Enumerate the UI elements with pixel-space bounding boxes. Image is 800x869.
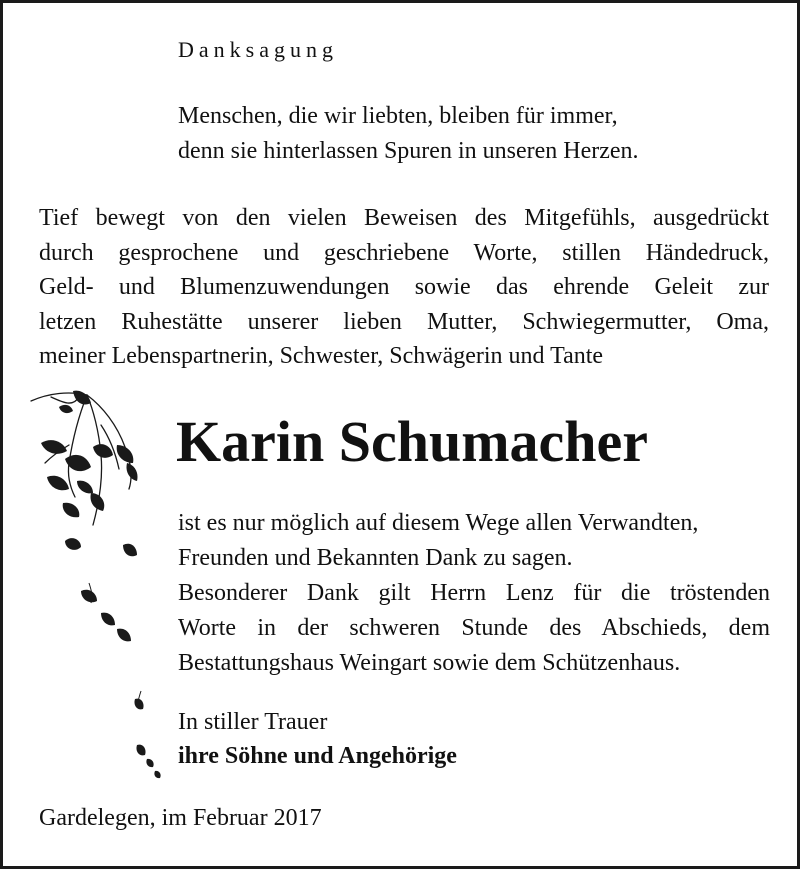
paragraph-line: Freunden und Bekannten Dank zu sagen.: [178, 545, 573, 571]
thanks-paragraph: [178, 506, 770, 681]
quote-line: denn sie hinterlassen Spuren in unseren Herzen.: [178, 138, 639, 164]
paragraph-line: durch gesprochene und geschriebene Worte, stillen Händedruck,: [39, 239, 769, 266]
quote-line: Menschen, die wir liebten, bleiben für immer,: [178, 103, 618, 129]
paragraph-line: Worte in der schweren Stunde des Abschieds, dem: [178, 615, 770, 641]
place-date: Gardelegen, im Februar 2017: [39, 805, 322, 831]
paragraph-line: Besonderer Dank gilt Herrn Lenz für die tröstenden: [178, 580, 770, 606]
memorial-quote: [178, 99, 639, 169]
birch-branch-illustration: [29, 385, 175, 785]
paragraph-line: ist es nur möglich auf diesem Wege allen Verwandten,: [178, 510, 699, 536]
mourners-line: ihre Söhne und Angehörige: [178, 743, 457, 769]
notice-heading: Danksagung: [178, 37, 338, 62]
paragraph-line: Bestattungshaus Weingart sowie dem Schützenhaus.: [178, 650, 681, 676]
signature-block: [178, 705, 457, 773]
gratitude-paragraph: [39, 201, 769, 374]
paragraph-line: Geld- und Blumenzuwendungen sowie das ehrende Geleit zur: [39, 274, 769, 300]
deceased-name: Karin Schumacher: [176, 409, 649, 474]
paragraph-line: letzen Ruhestätte unserer lieben Mutter, Schwiegermutter, Oma,: [39, 308, 769, 335]
mourning-phrase: In stiller Trauer: [178, 709, 328, 735]
paragraph-line: meiner Lebenspartnerin, Schwester, Schwägerin und Tante: [39, 343, 604, 369]
paragraph-line: Tief bewegt von den vielen Beweisen des Mitgefühls, ausgedrückt: [39, 205, 769, 231]
